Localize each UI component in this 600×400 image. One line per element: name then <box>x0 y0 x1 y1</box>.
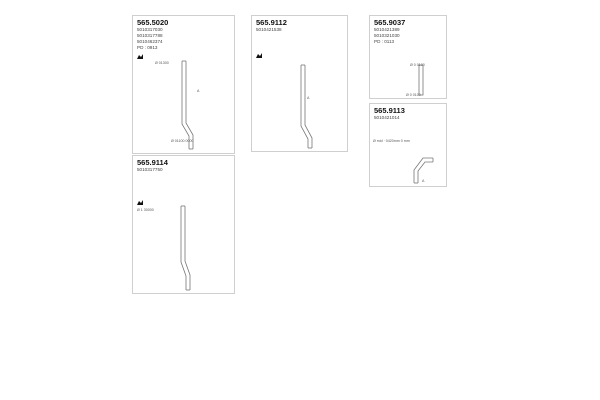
part-number: 565.9113 <box>374 106 405 115</box>
ref-number: PD : 0113 <box>374 39 395 44</box>
ref-number: 5010321030 <box>374 33 400 38</box>
exhaust-pipe-drawing <box>133 156 236 295</box>
ref-number: 5010317788 <box>137 33 163 38</box>
exhaust-pipe-drawing <box>370 104 448 188</box>
part-card-565-9037 <box>369 15 447 99</box>
dimension-label: A <box>197 89 200 93</box>
exhaust-pipe-drawing <box>133 16 236 155</box>
dimension-label: Ø 0 0100 <box>410 63 425 67</box>
part-card-565-9112 <box>251 15 348 152</box>
exhaust-pipe-drawing <box>252 16 349 153</box>
dimension-label: Ø 01100 0000 <box>171 139 194 143</box>
part-number: 565.9037 <box>374 18 406 27</box>
ref-number: 5010317030 <box>137 27 163 32</box>
ref-number: PD : 0913 <box>137 45 158 50</box>
dimension-label: Ø 0 0100 <box>406 93 421 97</box>
dimension-label: Ø 01300 <box>155 61 169 65</box>
dimension-label: Ø mid · 0420mm 0 mm <box>373 139 410 143</box>
ref-number: 5010421538 <box>256 27 282 32</box>
ref-number: 5010462374 <box>137 39 163 44</box>
ref-number: 5010317750 <box>137 167 163 172</box>
dimension-label: A <box>307 96 310 100</box>
part-card-565-5020 <box>132 15 235 154</box>
part-card-565-9114 <box>132 155 235 294</box>
ref-number: 5010421014 <box>374 115 400 120</box>
part-number: 565.9114 <box>137 158 168 167</box>
part-number: 565.5020 <box>137 18 169 27</box>
ref-number: 5010421389 <box>374 27 400 32</box>
dimension-label: Ø 1 30000 <box>137 208 154 212</box>
part-card-565-9113 <box>369 103 447 187</box>
exhaust-pipe-drawing <box>370 16 448 100</box>
dimension-label: A <box>422 179 425 183</box>
part-number: 565.9112 <box>256 18 287 27</box>
